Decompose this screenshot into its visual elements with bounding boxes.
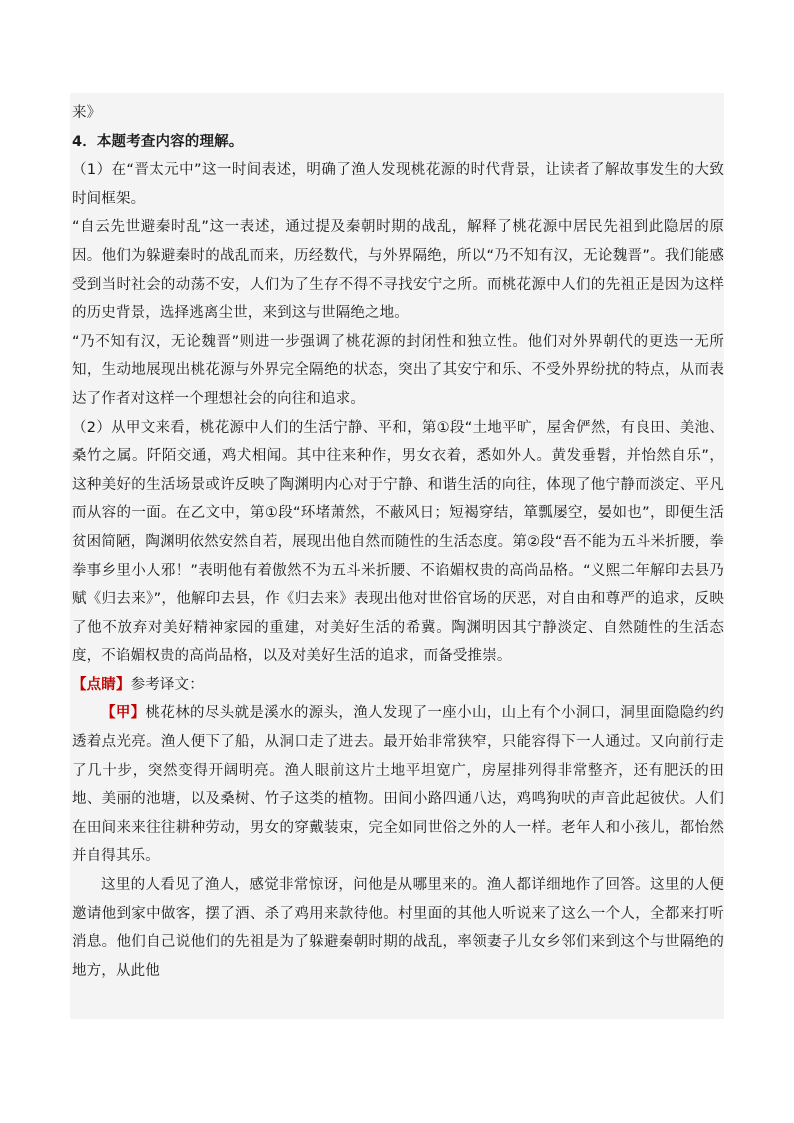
answer-part-2: （2）从甲文来看，桃花源中人们的生活宁静、平和，第①段“土地平旷，屋舍俨然，有良田、美池、桑竹之属。阡陌交通，鸡犬相闻。其中往来种作，男女衣着，悉如外人。黄发垂髫，并怡然自乐”，这种美好的生活场景或许反映了陶渊明内心对于宁静、和谐生活的向往，体现了他宁静而淡定、平凡而从容的一面。在乙文中，第①段“环堵萧然，不蔽风日；短褐穿结，箪瓢屡空，晏如也”，即便生活贫困简陋，陶渊明依然安然自若，展现出他自然而随性的生活态度。第②段“吾不能为五斗米折腰，拳拳事乡里小人邪！”表明他有着傲然不为五斗米折腰、不谄媚权贵的高尚品格。“义熙二年解印去县乃赋《归去来》”，他解印去县，作《归去来》表现出他对世俗官场的厌恶，对自由和尊严的追求，反映了他不放弃对美好精神家园的重建，对美好生活的希冀。陶渊明因其宁静淡定、自然随性的生活态度，不谄媚权贵的高尚品格，以及对美好生活的追求，而备受推崇。 [72,419,724,665]
tip-text: 参考译文： [130,676,204,693]
document-page [70,93,724,1019]
paragraph-continuation: 来》 [72,105,102,121]
answer-part-1: （1）在“晋太元中”这一时间表述，明确了渔人发现桃花源的时代背景，让读者了解故事发生的大致时间框架。 [72,162,724,207]
tip-label: 【点睛】 [72,676,131,693]
question-4-heading: 4．本题考查内容的理解。 [72,133,244,150]
translation-paragraph-1 [72,699,724,871]
translation-jia-label: 【甲】 [101,705,146,722]
translation-p1-text: 桃花林的尽头就是溪水的源头，渔人发现了一座小山，山上有个小洞口，洞里面隐隐约约透着点光亮。渔人便下了船，从洞口走了进去。最开始非常狭窄，只能容得下一人通过。又向前行走了几十步，突然变得开阔明亮。渔人眼前这片土地平坦宽广，房屋排列得非常整齐，还有肥沃的田地、美丽的池塘，以及桑树、竹子这类的植物。田间小路四通八达，鸡鸣狗吠的声音此起彼伏。人们在田间来来往往耕种劳动，男女的穿戴装束，完全如同世俗之外的人一样。老年人和小孩儿，都怡然并自得其乐。 [72,705,724,865]
translation-paragraph-2: 这里的人看见了渔人，感觉非常惊讶，问他是从哪里来的。渔人都详细地作了回答。这里的人便邀请他到家中做客，摆了酒、杀了鸡用来款待他。村里面的其他人听说来了这么一个人，全都来打听消息。他们自己说他们的先祖是为了躲避秦朝时期的战乱，率领妻子儿女乡邻们来到这个与世隔绝的地方，从此他 [72,877,724,979]
tip-heading [72,671,724,700]
answer-paragraph-3: “乃不知有汉，无论魏晋”则进一步强调了桃花源的封闭性和独立性。他们对外界朝代的更迭一无所知，生动地展现出桃花源与外界完全隔绝的状态，突出了其安宁和乐、不受外界纷扰的特点，从而表达了作者对这样一个理想社会的向往和追求。 [72,333,724,407]
answer-paragraph-2: “自云先世避秦时乱”这一表述，通过提及秦朝时期的战乱，解释了桃花源中居民先祖到此隐居的原因。他们为躲避秦时的战乱而来，历经数代，与外界隔绝，所以“乃不知有汉，无论魏晋”。我们能感受到当时社会的动荡不安，人们为了生存不得不寻找安宁之所。而桃花源中人们的先祖正是因为这样的历史背景，选择逃离尘世，来到这与世隔绝之地。 [72,219,724,322]
